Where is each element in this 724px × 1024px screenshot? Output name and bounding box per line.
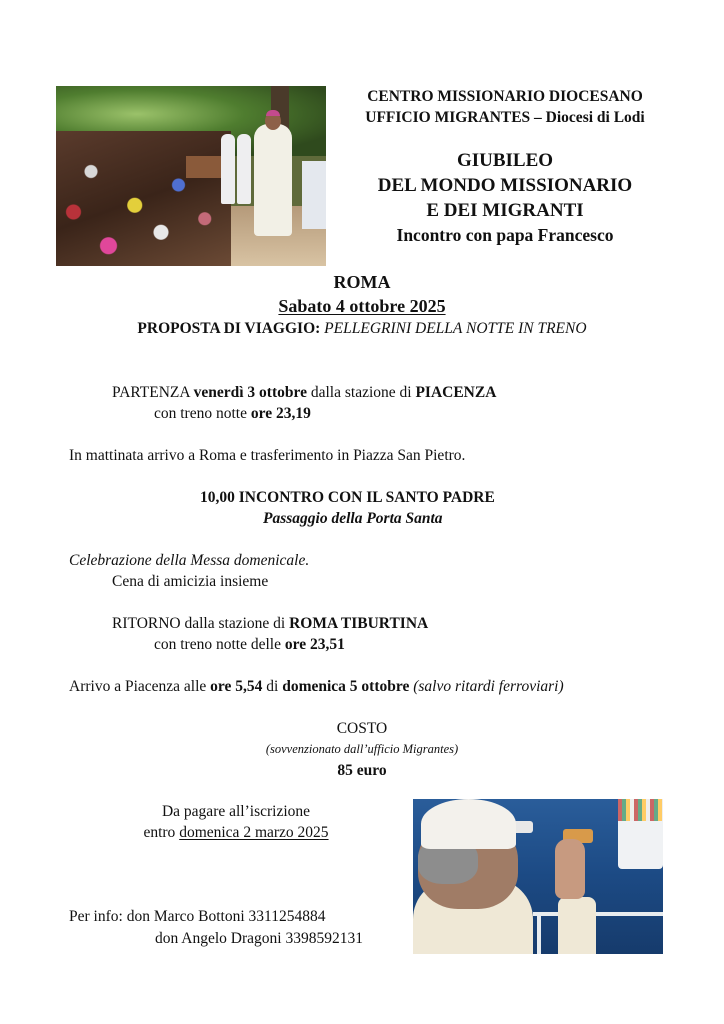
departure-from-text: dalla stazione di — [310, 384, 412, 401]
meeting-subtitle: Passaggio della Porta Santa — [263, 510, 443, 527]
ship-railing — [533, 912, 663, 916]
return-line — [112, 615, 428, 633]
info-contact-2: don Angelo Dragoni 3398592131 — [155, 930, 363, 947]
cost-label: COSTO — [336, 720, 388, 737]
departure-label: PARTENZA — [112, 384, 190, 401]
altar-server — [237, 134, 251, 204]
proposal-value: PELLEGRINI DELLA NOTTE IN TRENO — [324, 320, 587, 337]
payment-prefix: entro — [143, 824, 176, 841]
return-station: ROMA TIBURTINA — [289, 615, 429, 632]
event-city: ROMA — [333, 272, 391, 292]
payment-deadline: domenica 2 marzo 2025 — [179, 824, 329, 841]
departure-train-line — [154, 405, 311, 423]
altar-cloth — [302, 161, 326, 229]
waving-hand — [555, 839, 585, 899]
arrival-note: (salvo ritardi ferroviari) — [413, 678, 564, 695]
departure-time: ore 23,19 — [250, 405, 311, 422]
departure-train-text: con treno notte — [154, 405, 247, 422]
cost-note: (sovvenzionato dall’ufficio Migrantes) — [265, 742, 459, 756]
subtitle: Incontro con papa Francesco — [396, 225, 614, 245]
seated-crowd — [56, 131, 231, 266]
arrival-prefix: Arrivo a Piacenza alle — [69, 678, 207, 695]
bishop-cap — [266, 110, 280, 116]
mass-celebration: Celebrazione della Messa domenicale. — [69, 552, 310, 569]
departure-day: venerdì 3 ottobre — [193, 384, 307, 401]
bishop-figure — [254, 124, 292, 236]
travel-proposal — [0, 320, 724, 338]
pope-sleeve — [558, 897, 596, 954]
bishop-crowd-photo — [56, 86, 326, 266]
return-train-text: con treno notte delle — [154, 636, 281, 653]
event-date: Sabato 4 ottobre 2025 — [278, 296, 446, 316]
info-contact-1: don Marco Bottoni 3311254884 — [126, 908, 326, 925]
arrival-time: ore 5,54 — [210, 678, 263, 695]
altar-server — [221, 134, 235, 204]
arrival-line — [69, 678, 564, 696]
railing-post — [537, 912, 541, 954]
boat-left — [513, 821, 533, 833]
departure-line — [112, 384, 496, 402]
info-line-1 — [69, 908, 325, 926]
meeting-title: 10,00 INCONTRO CON IL SANTO PADRE — [200, 489, 495, 506]
pope-boats-photo — [413, 799, 663, 954]
arrival-day: domenica 5 ottobre — [282, 678, 410, 695]
pope-zucchetto — [421, 799, 516, 849]
title-line-3: E DEI MIGRANTI — [426, 200, 584, 221]
return-label: RITORNO dalla stazione di — [112, 615, 286, 632]
altar-table — [186, 156, 222, 178]
info-label: Per info: — [69, 908, 123, 925]
proposal-label: PROPOSTA DI VIAGGIO: — [137, 320, 321, 337]
title-line-2: DEL MONDO MISSIONARIO — [377, 175, 633, 196]
title-line-1: GIUBILEO — [456, 150, 554, 171]
payment-line-2 — [106, 824, 366, 842]
org-line-2: UFFICIO MIGRANTES – Diocesi di Lodi — [365, 109, 645, 126]
morning-transfer: In mattinata arrivo a Roma e trasferimento in Piazza San Pietro. — [69, 447, 466, 464]
payment-line-1: Da pagare all’iscrizione — [161, 803, 311, 820]
departure-station: PIACENZA — [415, 384, 497, 401]
friendship-dinner: Cena di amicizia insieme — [112, 573, 269, 590]
arrival-mid: di — [266, 678, 279, 695]
org-line-1: CENTRO MISSIONARIO DIOCESANO — [367, 88, 643, 105]
cost-amount: 85 euro — [337, 762, 387, 779]
boat-passengers — [618, 799, 663, 821]
return-train-line — [154, 636, 345, 654]
return-time: ore 23,51 — [284, 636, 345, 653]
